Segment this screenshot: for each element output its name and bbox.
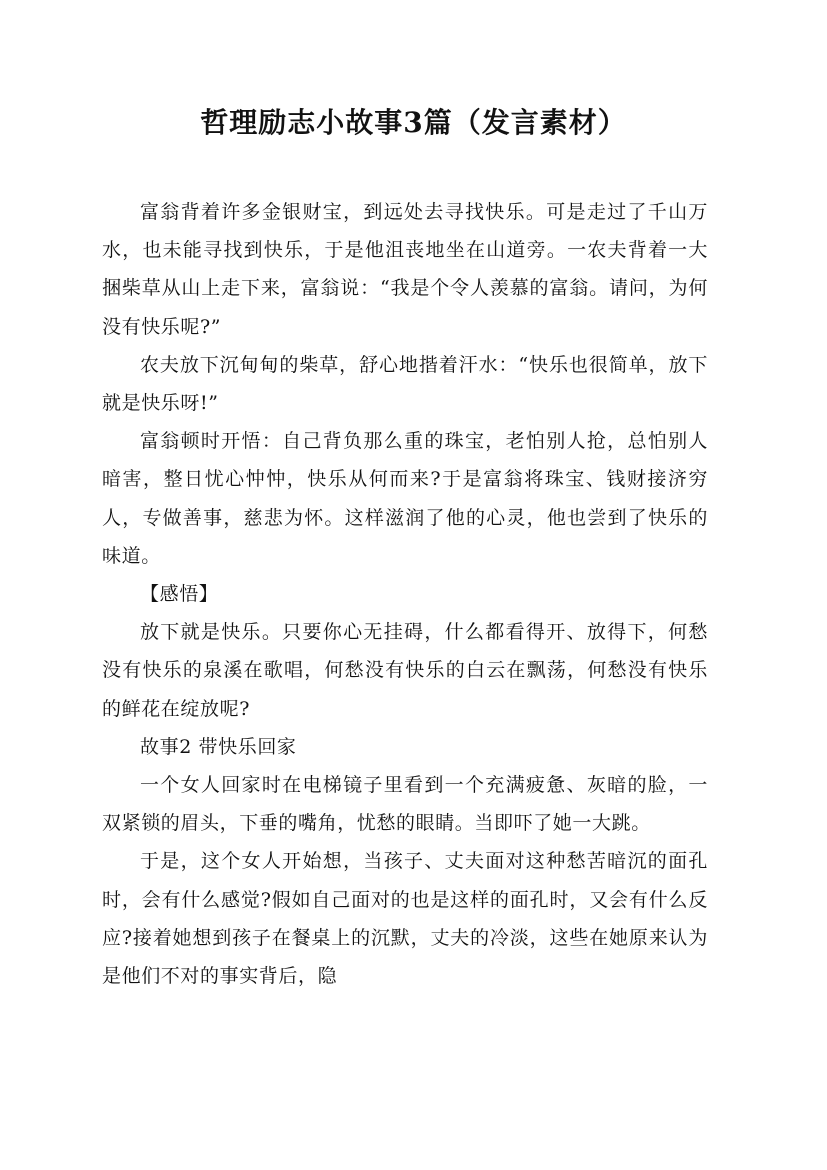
section-heading-insight: 【感悟】 — [140, 583, 219, 606]
paragraph-story1-intro: 富翁背着许多金银财宝，到远处去寻找快乐。可是走过了千山万水，也未能寻找到快乐，于是他沮丧地坐在山道旁。一农夫背着一大捆柴草从山上走下来，富翁说：“我是个令人羡慕的富翁。请问，为何没有快乐呢?” — [102, 201, 708, 338]
document-title: 哲理励志小故事3篇（发言素材） — [200, 106, 627, 139]
paragraph-farmer-reply: 农夫放下沉甸甸的柴草，舒心地揩着汗水：“快乐也很简单，放下就是快乐呀!” — [102, 353, 708, 415]
document-body — [102, 193, 708, 995]
story2-heading: 故事2 带快乐回家 — [140, 735, 297, 758]
paragraph-woman-elevator: 一个女人回家时在电梯镜子里看到一个充满疲惫、灰暗的脸，一双紧锁的眉头，下垂的嘴角，忧愁的眼睛。当即吓了她一大跳。 — [102, 774, 708, 835]
paragraph-insight: 放下就是快乐。只要你心无挂碍，什么都看得开、放得下，何愁没有快乐的泉溪在歌唱，何愁没有快乐的白云在飘荡，何愁没有快乐的鲜花在绽放呢? — [102, 621, 708, 720]
paragraph-woman-reflection: 于是，这个女人开始想，当孩子、丈夫面对这种愁苦暗沉的面孔时，会有什么感觉?假如自己面对的也是这样的面孔时，又会有什么反应?接着她想到孩子在餐桌上的沉默，丈夫的冷淡，这些在她原来认为是他们不对的事实背后，隐 — [102, 850, 708, 988]
paragraph-rich-man-realization: 富翁顿时开悟：自己背负那么重的珠宝，老怕别人抢，总怕别人暗害，整日忧心忡忡，快乐从何而来?于是富翁将珠宝、钱财接济穷人，专做善事，慈悲为怀。这样滋润了他的心灵，他也尝到了快乐的味道。 — [102, 430, 708, 567]
